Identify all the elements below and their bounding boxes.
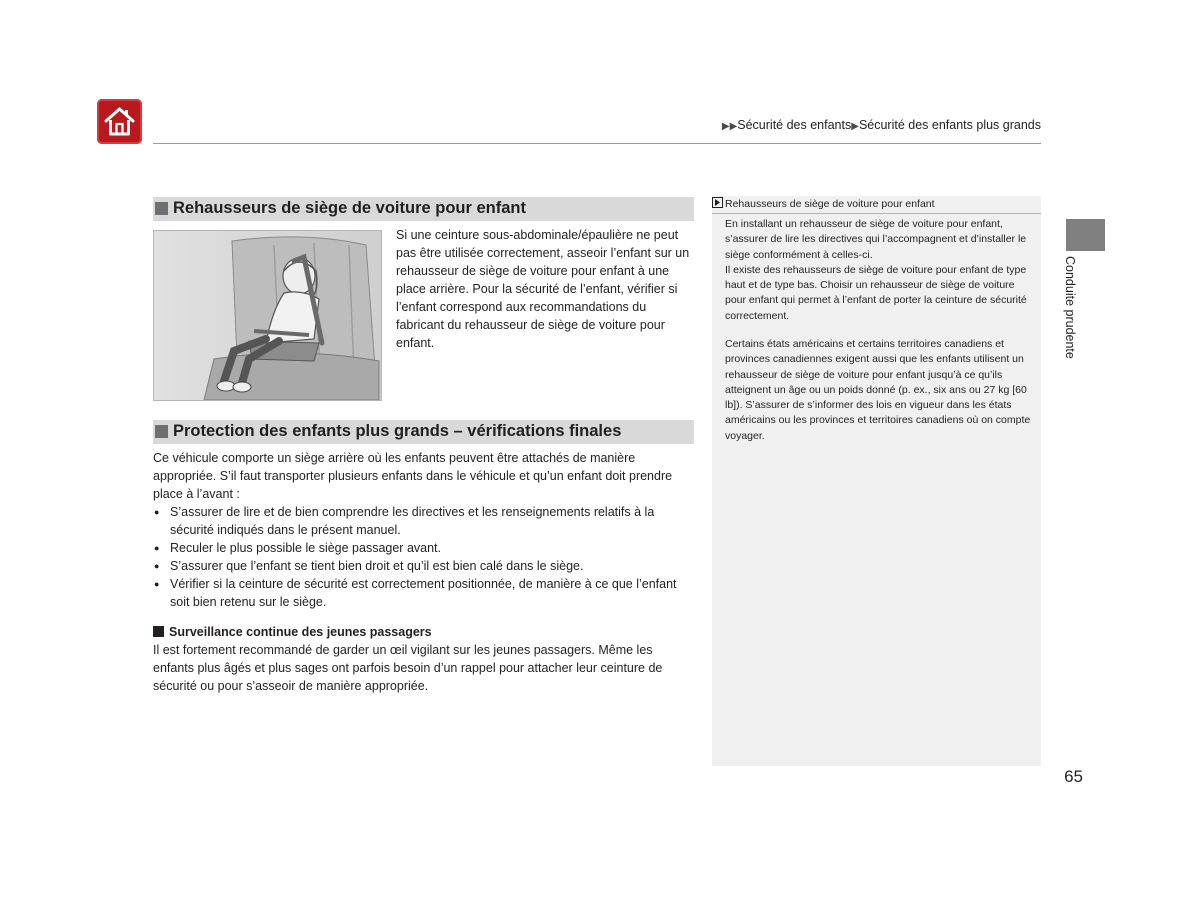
breadcrumb-item-child-safety[interactable]: Sécurité des enfants	[737, 118, 852, 132]
breadcrumb-arrow-icon: ▶	[851, 121, 859, 132]
header-divider	[153, 143, 1041, 144]
side-note-paragraph-1: En installant un rehausseur de siège de voiture pour enfant, s’assurer de lire les directives qui l’accompagnent et d’installer le siège conformément à celles-ci. Il existe des rehausseurs de siège de voiture pour enfant de type haut et de type bas. Choisir un rehausseur de siège de voiture pour enfant qui permet à l’enfant de porter la ceinture de sécurité correctement.	[725, 218, 1027, 322]
home-icon[interactable]	[97, 99, 142, 144]
subsection-paragraph: Il est fortement recommandé de garder un œil vigilant sur les jeunes passagers. Même les enfants plus âgés et plus sages ont parfois besoin d’un rappel pour attacher leur ceinture de sécurité ou pour s’asseoir de manière appropriée.	[153, 643, 663, 693]
page-number: 65	[1064, 767, 1083, 786]
subsection-title: Surveillance continue des jeunes passagers	[169, 625, 432, 639]
breadcrumb-arrow-icon: ▶▶	[721, 121, 738, 132]
reference-arrow-icon	[712, 197, 723, 208]
list-item: ● Reculer le plus possible le siège passager avant.	[153, 539, 694, 557]
side-note-header	[712, 197, 1041, 214]
final-checks-intro: Ce véhicule comporte un siège arrière où les enfants peuvent être attachés de manière appropriée. S’il faut transporter plusieurs enfants dans le véhicule et qu’un enfant doit prendre place à l’avant :	[153, 451, 673, 501]
section-title: Protection des enfants plus grands – vérifications finales	[173, 422, 622, 440]
section-title: Rehausseurs de siège de voiture pour enfant	[173, 199, 527, 217]
section-square-icon	[155, 425, 168, 438]
list-item: ● Vérifier si la ceinture de sécurité est correctement positionnée, de manière à ce que l’enfant soit bien retenu sur le siège.	[153, 575, 694, 611]
section-header-booster-seats	[153, 197, 694, 221]
chapter-tab-label: Conduite prudente	[1063, 256, 1077, 359]
chapter-tab[interactable]	[1066, 219, 1105, 251]
breadcrumb	[600, 118, 1041, 132]
breadcrumb-item-older-children[interactable]: Sécurité des enfants plus grands	[858, 118, 1041, 132]
booster-seat-paragraph: Si une ceinture sous-abdominale/épaulière ne peut pas être utilisée correctement, asseoir l’enfant sur un rehausseur de siège de voiture pour enfant à une place arrière. Pour la sécurité de l’enfant, vérifier si l’enfant correspond aux recommandations du fabricant du rehausseur de siège de voiture pour enfant.	[396, 228, 690, 350]
subsection-header	[153, 625, 432, 639]
side-note-title: Rehausseurs de siège de voiture pour enfant	[725, 198, 935, 210]
section-header-final-checks	[153, 420, 694, 444]
side-note-paragraph-2: Certains états américains et certains territoires canadiens et provinces canadiennes exigent aussi que les enfants utilisent un rehausseur de siège de voiture pour enfant jusqu’à ce qu’ils atteignent un âge ou un poids donné (p. ex., six ans ou 27 kg [60 lb]). S’assurer de s’informer des lois en vigueur dans les états américains ou les provinces et territoires canadiens où on compte voyager.	[725, 338, 1031, 442]
child-booster-seat-illustration	[153, 230, 382, 401]
final-checks-list	[153, 503, 694, 611]
list-item: ● S’assurer de lire et de bien comprendre les directives et les renseignements relatifs à la sécurité indiqués dans le présent manuel.	[153, 503, 694, 539]
subsection-square-icon	[153, 626, 164, 637]
list-item: ● S’assurer que l’enfant se tient bien droit et qu’il est bien calé dans le siège.	[153, 557, 694, 575]
section-square-icon	[155, 202, 168, 215]
